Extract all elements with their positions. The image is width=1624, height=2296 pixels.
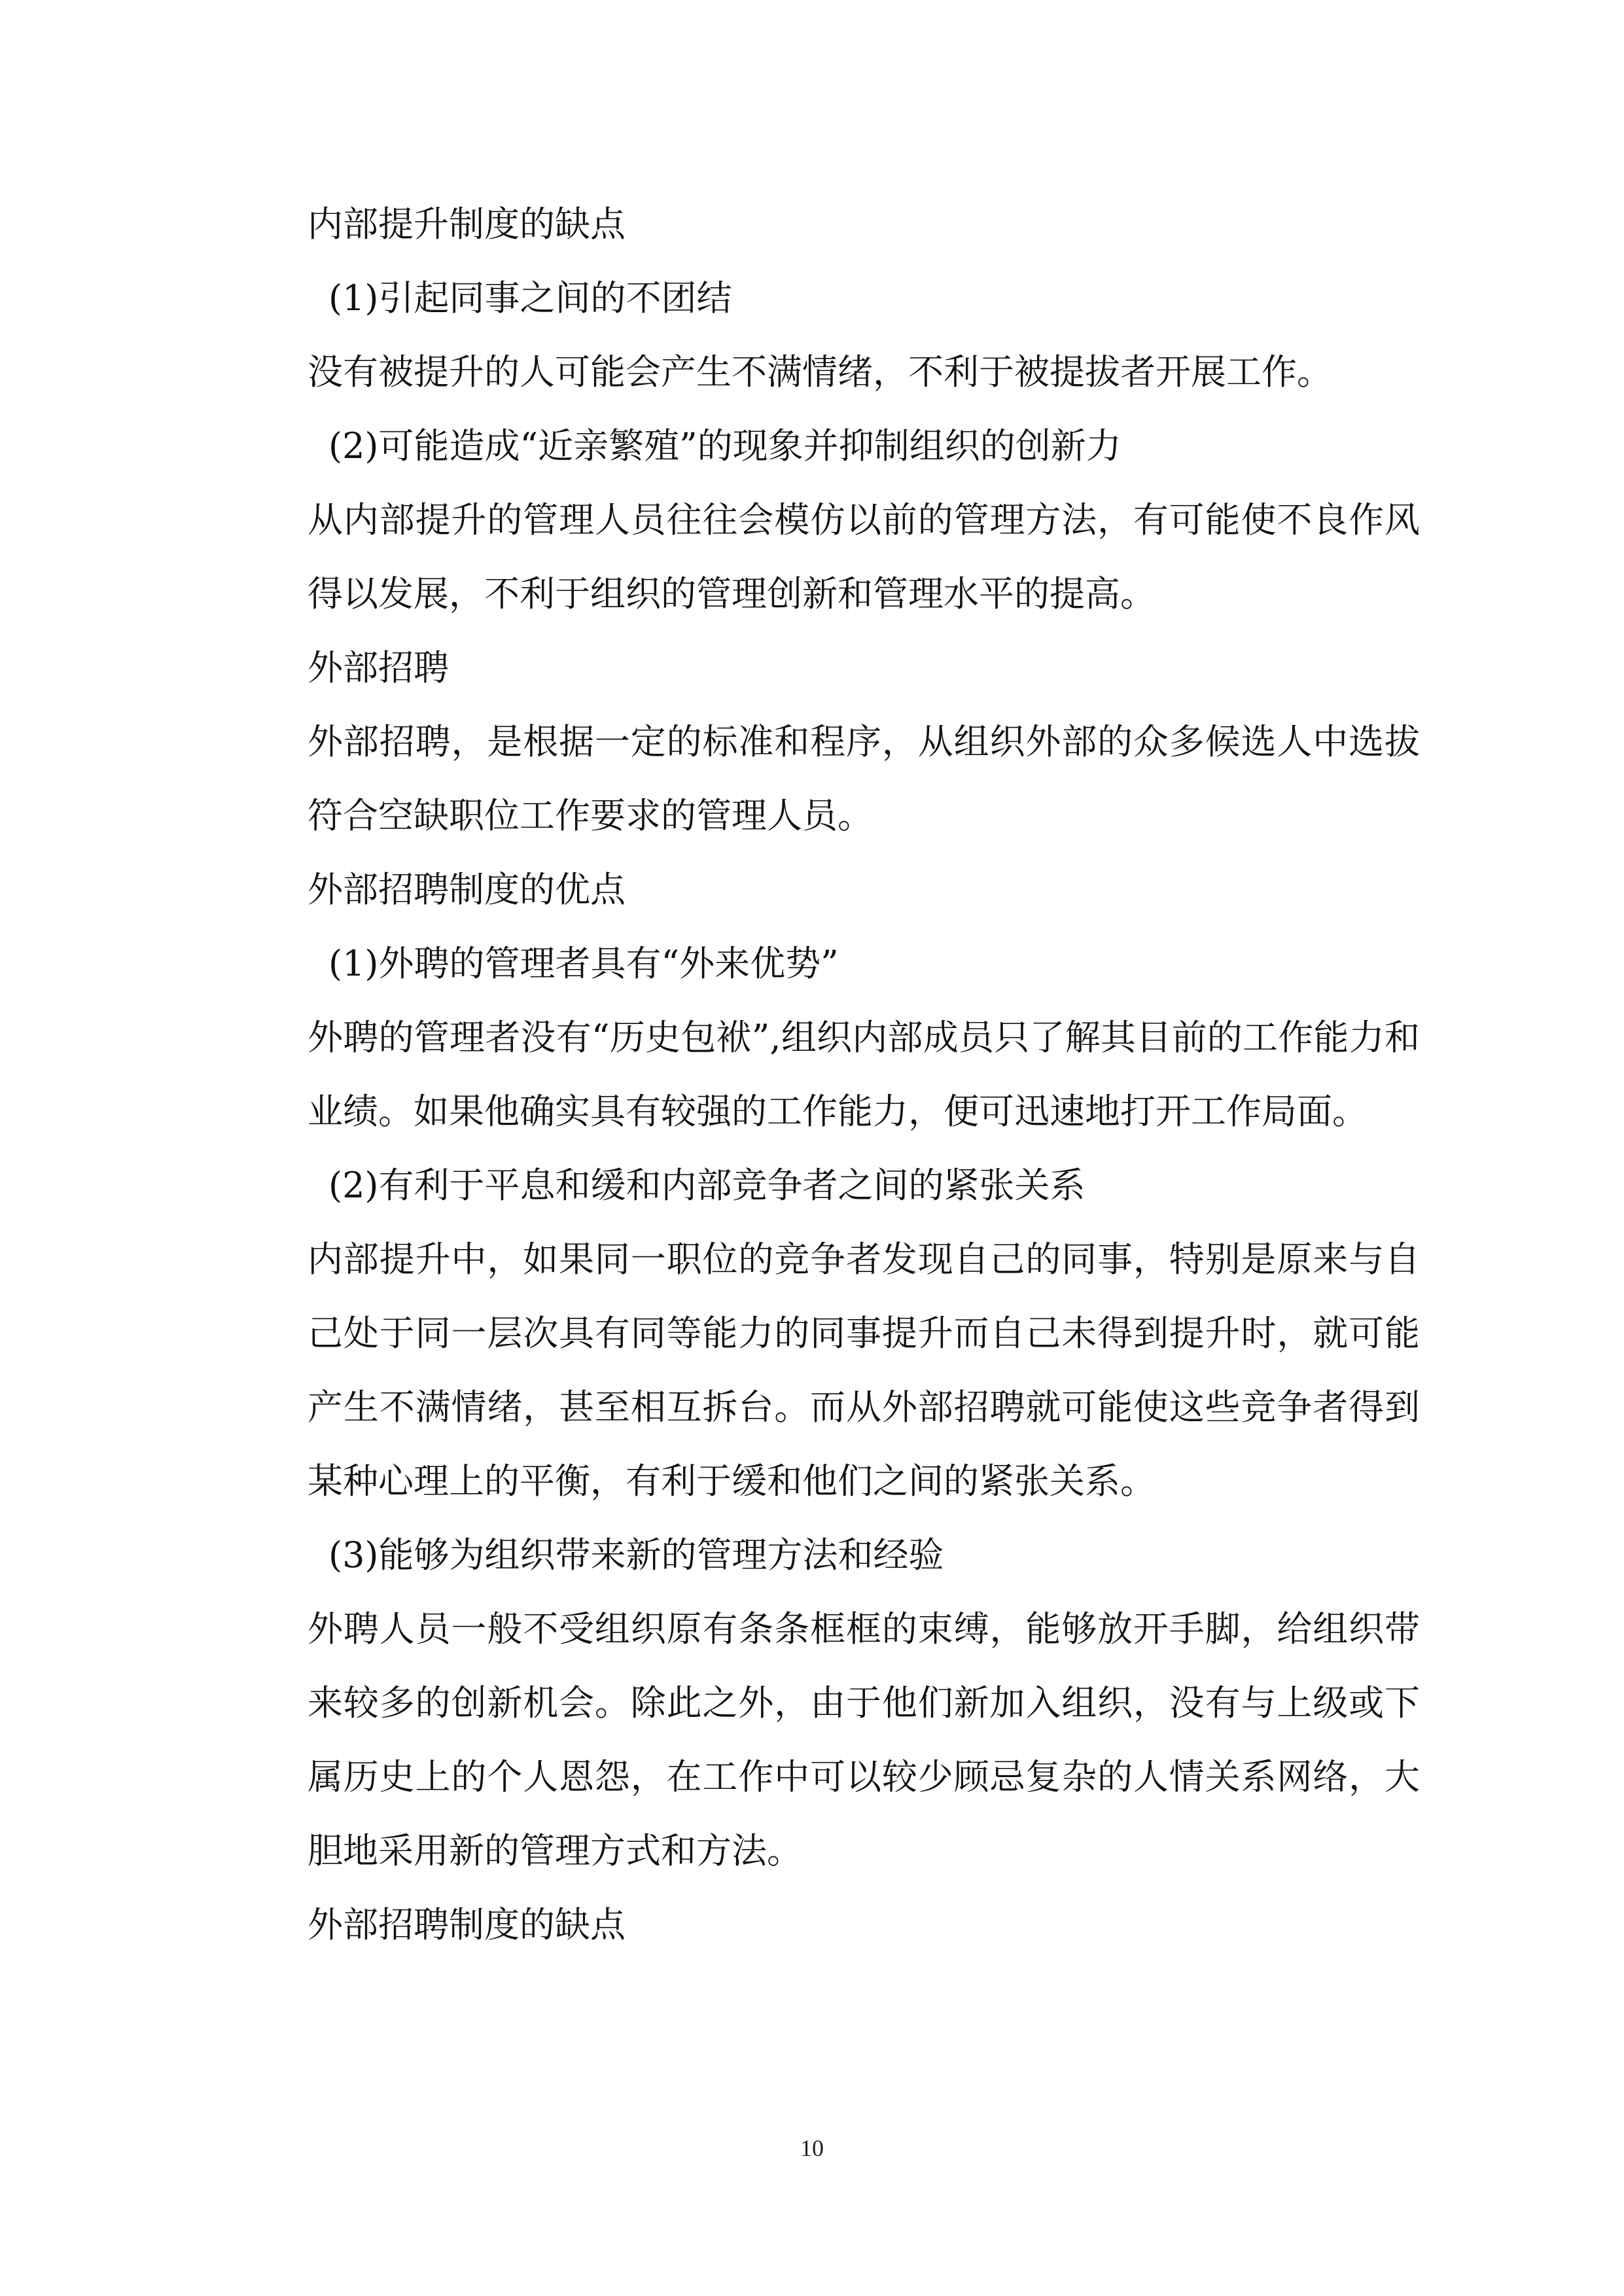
paragraph-dissatisfaction: 没有被提升的人可能会产生不满情绪，不利于被提拔者开展工作。 <box>308 351 1332 393</box>
subheading-outsider-advantage: (1)外聘的管理者具有“外来优势” <box>328 943 839 984</box>
subheading-disunity: (1)引起同事之间的不团结 <box>328 277 732 319</box>
paragraph-no-history: 外聘的管理者没有“历史包袱”,组织内部成员只了解其目前的工作能力和业绩。如果他确实具有较强的工作能力，便可迅速地打开工作局面。 <box>308 1017 1420 1132</box>
paragraph-innovation: 外聘人员一般不受组织原有条条框框的束缚，能够放开手脚，给组织带来较多的创新机会。除此之外，由于他们新加入组织，没有与上级或下属历史上的个人恩怨，在工作中可以较少顾忌复杂的人情关系网络，大胆地采用新的管理方式和方法。 <box>308 1608 1420 1871</box>
section-heading-external-recruitment: 外部招聘 <box>308 647 449 688</box>
page-number: 10 <box>800 2135 824 2161</box>
section-heading-internal-cons: 内部提升制度的缺点 <box>308 203 626 245</box>
paragraph-imitation: 从内部提升的管理人员往往会模仿以前的管理方法，有可能使不良作风得以发展，不利于组织的管理创新和管理水平的提高。 <box>308 499 1420 614</box>
subheading-ease-tension: (2)有利于平息和缓和内部竞争者之间的紧张关系 <box>328 1165 1086 1206</box>
subheading-new-methods: (3)能够为组织带来新的管理方法和经验 <box>328 1534 944 1576</box>
paragraph-competition: 内部提升中，如果同一职位的竞争者发现自己的同事，特别是原来与自己处于同一层次具有同等能力的同事提升而自己未得到提升时，就可能产生不满情绪，甚至相互拆台。而从外部招聘就可能使这些竞争者得到某种心理上的平衡，有利于缓和他们之间的紧张关系。 <box>308 1239 1420 1502</box>
section-heading-external-cons: 外部招聘制度的缺点 <box>308 1904 626 1945</box>
paragraph-external-definition: 外部招聘，是根据一定的标准和程序，从组织外部的众多候选人中选拔符合空缺职位工作要求的管理人员。 <box>308 721 1420 836</box>
document-body <box>308 187 1420 1962</box>
subheading-inbreeding: (2)可能造成“近亲繁殖”的现象并抑制组织的创新力 <box>328 425 1121 467</box>
section-heading-external-pros: 外部招聘制度的优点 <box>308 869 626 910</box>
